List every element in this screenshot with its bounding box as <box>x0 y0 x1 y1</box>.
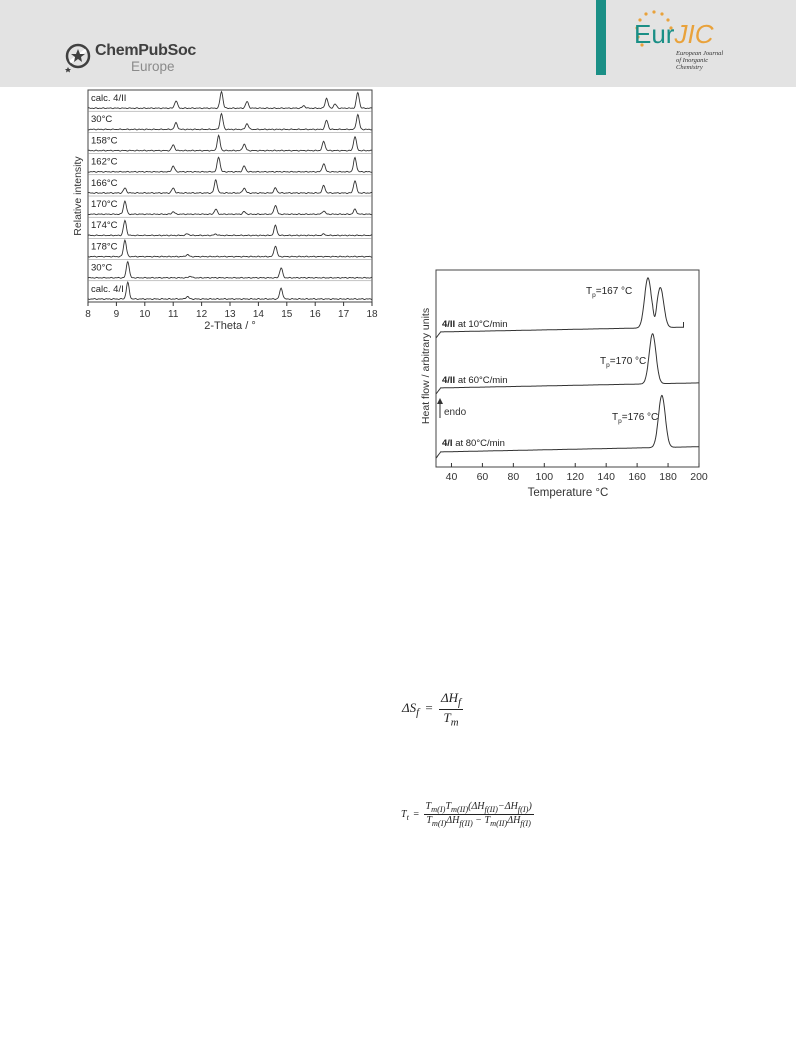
eq1-num-text: ΔH <box>441 690 459 705</box>
eq2-dh-sub: f(II) <box>484 805 498 814</box>
eq1-den-text: T <box>443 709 451 725</box>
dsc-peak-T: T <box>600 356 607 367</box>
eq2-t-sub: m(I) <box>431 819 447 828</box>
eq1-numerator <box>439 690 463 710</box>
pxrd-series-label: 158°C <box>91 135 118 147</box>
endo-arrow <box>437 398 443 418</box>
eq2-dh: −ΔH <box>497 801 518 812</box>
eq1-equals: = <box>425 700 433 716</box>
pxrd-x-tick-label: 9 <box>113 309 120 320</box>
journal-short-title <box>634 19 713 50</box>
dsc-figure <box>418 270 734 502</box>
pxrd-x-tick-label: 17 <box>338 309 350 320</box>
pxrd-x-tick-label: 12 <box>196 309 208 320</box>
dsc-series-label <box>442 375 508 386</box>
pxrd-pattern-line <box>88 240 372 257</box>
pxrd-series-label: 170°C <box>91 199 118 210</box>
eq2-t: T <box>425 801 432 812</box>
eq1-fraction <box>439 690 463 728</box>
eq1-num-sub: f <box>458 696 462 709</box>
pxrd-x-tick-label: 10 <box>139 309 151 320</box>
eq2-dh-sub: f(I) <box>517 805 529 814</box>
dsc-x-tick-label: 40 <box>445 471 458 483</box>
dsc-series-compound: 4/I <box>442 438 453 449</box>
dsc-y-axis-label: Heat flow / arbitrary units <box>420 307 432 425</box>
eq2-t: T <box>445 801 451 812</box>
eq2-t: − T <box>472 815 491 826</box>
pxrd-pattern-line <box>88 92 372 109</box>
dsc-series-label <box>442 438 505 449</box>
eq2-t-sub: m(II) <box>451 805 469 814</box>
pxrd-x-tick-label: 13 <box>224 309 236 320</box>
journal-jic: JIC <box>674 19 714 49</box>
equation-transition-temperature <box>401 801 534 828</box>
accent-bar <box>596 0 606 75</box>
dsc-series-compound: 4/II <box>442 319 456 330</box>
dsc-peak-sub: p <box>592 292 596 299</box>
pxrd-x-tick-label: 14 <box>252 309 264 320</box>
pxrd-x-tick-label: 15 <box>281 309 293 320</box>
pxrd-series-label: 30°C <box>91 262 113 274</box>
dsc-x-tick-label: 100 <box>535 471 554 483</box>
eq1-den-sub: m <box>450 716 459 729</box>
dsc-peak-label <box>612 412 658 425</box>
publisher-name: ChemPubSoc <box>95 42 197 59</box>
dsc-x-tick-label: 200 <box>690 471 708 483</box>
pxrd-x-tick-label: 8 <box>85 309 91 320</box>
pxrd-pattern-line <box>88 135 372 151</box>
journal-full-line: of Inorganic Chemistry <box>676 57 709 71</box>
eq2-dh-sub: f(I) <box>520 819 531 828</box>
page-header <box>0 0 796 87</box>
pxrd-pattern-line <box>88 114 372 130</box>
pxrd-series-label: calc. 4/II <box>91 93 127 104</box>
dsc-peak-T: T <box>586 286 593 297</box>
dsc-x-tick-label: 160 <box>628 471 646 483</box>
dsc-peak-value: =167 °C <box>595 286 633 297</box>
eq2-dh-sub: f(II) <box>459 819 473 828</box>
dsc-x-tick-label: 180 <box>659 471 677 483</box>
journal-eur: Eur <box>634 19 675 49</box>
eq1-lhs-sub: f <box>416 706 420 719</box>
dsc-x-axis-label: Temperature °C <box>527 487 609 499</box>
eq1-denominator <box>441 710 460 729</box>
pxrd-x-axis-label: 2-Theta / ° <box>204 320 256 332</box>
pxrd-figure <box>72 90 378 335</box>
equation-entropy <box>402 690 463 728</box>
chempubsoc-logo <box>64 38 204 78</box>
pxrd-pattern-line <box>88 201 372 215</box>
pxrd-series-label: 166°C <box>91 177 118 189</box>
dsc-peak-value: =176 °C <box>621 412 659 423</box>
pxrd-pattern-line <box>88 262 372 279</box>
pxrd-y-axis-label: Relative intensity <box>72 156 84 236</box>
eq2-dh: (ΔH <box>468 801 485 812</box>
pxrd-pattern-line <box>88 157 372 172</box>
eq2-denominator <box>424 815 533 828</box>
dsc-peak-label <box>600 356 646 369</box>
eq2-dh: ΔH <box>446 815 460 826</box>
dsc-series-rate: at 80°C/min <box>452 438 505 449</box>
pxrd-pattern-line <box>88 282 372 299</box>
dsc-peak-T: T <box>612 412 619 423</box>
dsc-x-tick-label: 80 <box>507 471 520 483</box>
dsc-x-tick-label: 60 <box>476 471 489 483</box>
pxrd-x-tick-label: 16 <box>309 309 321 320</box>
dsc-peak-sub: p <box>606 362 610 369</box>
pxrd-series-label: 178°C <box>91 241 118 253</box>
pxrd-series-label: 30°C <box>91 114 113 126</box>
eq2-lhs: T <box>401 808 407 820</box>
dsc-peak-sub: p <box>618 418 622 425</box>
eq2-t-sub: m(I) <box>431 805 446 814</box>
pxrd-pattern-line <box>88 177 372 194</box>
eq2-numerator <box>424 801 534 815</box>
pxrd-x-tick-label: 18 <box>366 309 378 320</box>
pxrd-series-label: 162°C <box>91 156 118 168</box>
dsc-series-rate: at 60°C/min <box>455 375 508 386</box>
dsc-peak-label <box>586 286 632 299</box>
eq2-t: T <box>426 815 432 826</box>
pxrd-x-tick-label: 11 <box>168 309 179 320</box>
pxrd-pattern-line <box>88 220 372 236</box>
dsc-x-tick-label: 120 <box>566 471 585 483</box>
eq2-equals: = <box>413 808 420 820</box>
eq2-t-sub: m(II) <box>490 819 508 828</box>
eq2-dh: ΔH <box>507 815 521 826</box>
pxrd-series-label: calc. 4/I <box>91 283 124 295</box>
dsc-x-tick-label: 140 <box>597 471 615 483</box>
journal-full-line: European Journal <box>676 50 724 57</box>
eq2-paren: ) <box>528 801 532 812</box>
eurjic-logo <box>614 8 734 71</box>
endo-label: endo <box>444 407 467 418</box>
journal-full-title <box>676 50 734 71</box>
eq1-lhs: ΔS <box>402 700 417 716</box>
publisher-sub: Europe <box>131 59 175 74</box>
dsc-series-compound: 4/II <box>442 375 456 386</box>
dsc-peak-value: =170 °C <box>609 356 647 367</box>
pxrd-series-label: 174°C <box>91 220 118 232</box>
star-globe-icon <box>64 40 94 74</box>
eq2-fraction <box>424 801 534 828</box>
dsc-series-rate: at 10°C/min <box>455 319 508 330</box>
eq2-lhs-sub: t <box>406 812 409 822</box>
dsc-series-label <box>442 319 508 330</box>
